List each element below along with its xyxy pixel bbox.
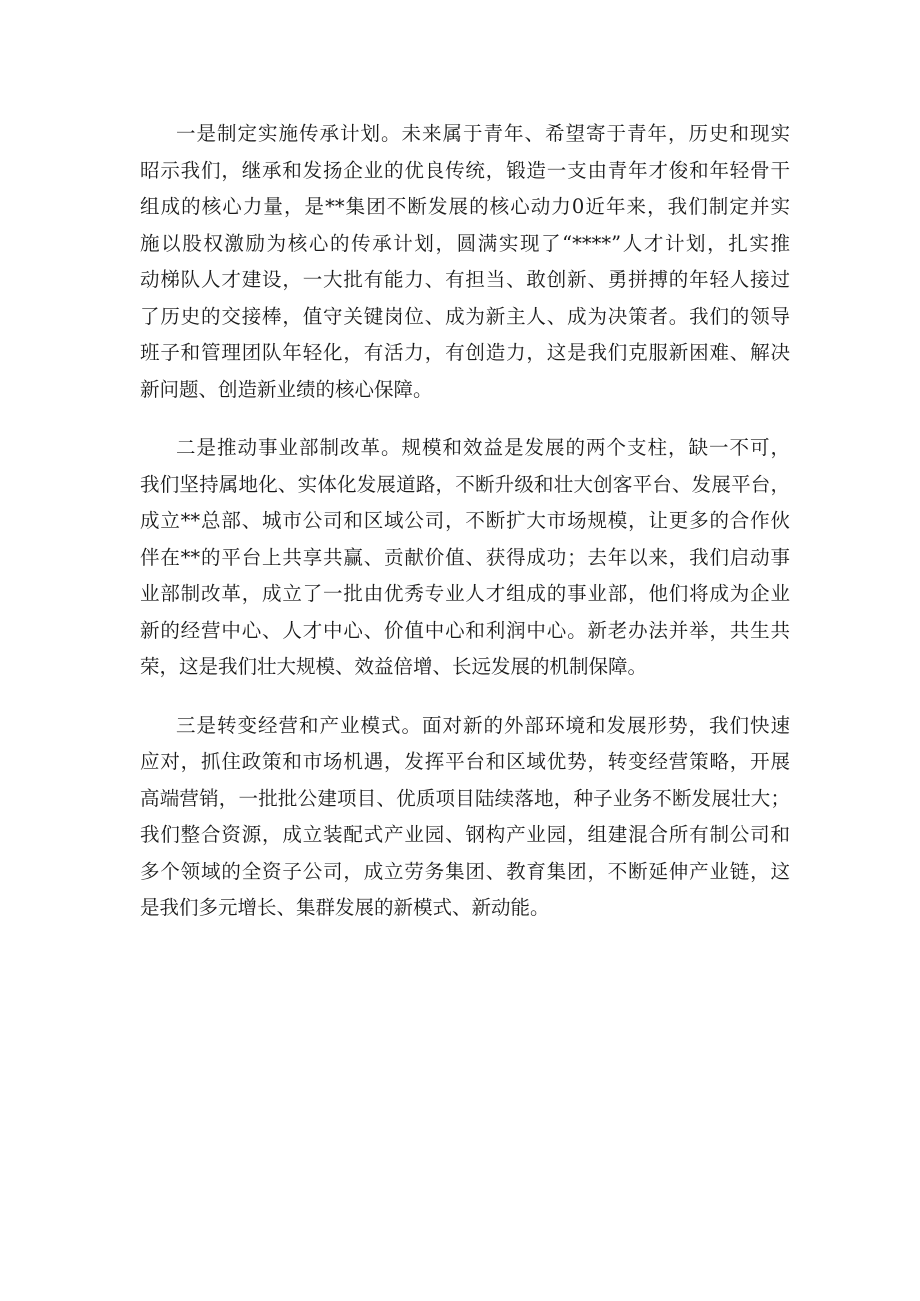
paragraph-line: 新问题、创造新业绩的核心保障。 (140, 377, 433, 401)
paragraph-line: 是我们多元增长、集群发展的新模式、新动能。 (140, 896, 550, 919)
paragraph-line: 伴在**的平台上共享共赢、贡献价值、获得成功；去年以来，我们启动事 (140, 545, 790, 569)
paragraph-line: 了历史的交接棒，值守关键岗位、成为新主人、成为决策者。我们的领导 (140, 304, 790, 328)
paragraph-line: 荣，这是我们壮大规模、效益倍增、长远发展的机制保障。 (140, 655, 648, 678)
paragraph-line: 成立**总部、城市公司和区域公司，不断扩大市场规模，让更多的合作伙 (140, 509, 790, 532)
paragraph-line: 我们坚持属地化、实体化发展道路，不断升级和壮大创客平台、发展平台， (140, 472, 790, 496)
paragraph-1 (140, 116, 790, 408)
paragraph-line: 二是推动事业部制改革。规模和效益是发展的两个支柱，缺一不可， (176, 436, 790, 459)
paragraph-line: 我们整合资源，成立装配式产业园、钢构产业园，组建混合所有制公司和 (140, 823, 790, 846)
paragraph-line: 三是转变经营和产业模式。面对新的外部环境和发展形势，我们快速 (176, 713, 790, 737)
paragraph-line: 组成的核心力量，是**集团不断发展的核心动力0近年来，我们制定并实 (140, 195, 790, 218)
paragraph-2 (140, 430, 790, 686)
paragraph-line: 多个领域的全资子公司，成立劳务集团、教育集团，不断延伸产业链，这 (140, 859, 790, 883)
document-body (140, 116, 790, 949)
paragraph-line: 应对，抓住政策和市场机遇，发挥平台和区域优势，转变经营策略，开展 (140, 750, 790, 773)
paragraph-line: 班子和管理团队年轻化，有活力，有创造力，这是我们克服新困难、解决 (140, 341, 790, 364)
paragraph-line: 一是制定实施传承计划。未来属于青年、希望寄于青年，历史和现实 (176, 122, 790, 145)
paragraph-line: 昭示我们，继承和发扬企业的优良传统，锻造一支由青年才俊和年轻骨干 (140, 158, 790, 182)
paragraph-line: 施以股权激励为核心的传承计划，圆满实现了“****”人才计划，扎实推 (140, 231, 790, 255)
paragraph-line: 业部制改革，成立了一批由优秀专业人才组成的事业部，他们将成为企业 (140, 582, 790, 605)
paragraph-line: 动梯队人才建设，一大批有能力、有担当、敢创新、勇拼搏的年轻人接过 (140, 268, 790, 291)
paragraph-line: 高端营销，一批批公建项目、优质项目陆续落地，种子业务不断发展壮大； (140, 786, 790, 810)
paragraph-3 (140, 708, 790, 927)
paragraph-line: 新的经营中心、人才中心、价值中心和利润中心。新老办法并举，共生共 (140, 618, 790, 642)
